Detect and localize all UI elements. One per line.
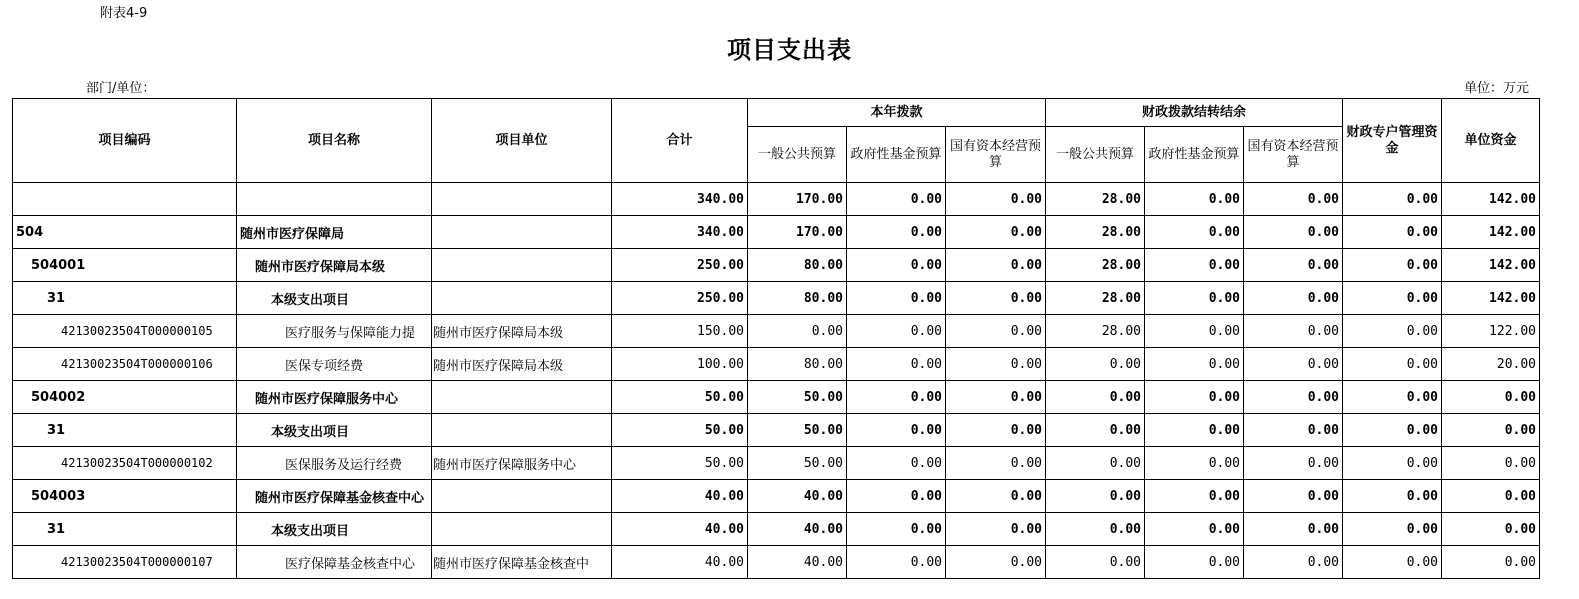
cell-project-name: 医保服务及运行经费 xyxy=(237,447,432,480)
cell-amount: 0.00 xyxy=(1244,381,1343,414)
annex-label: 附表4-9 xyxy=(100,6,148,21)
cell-project-code: 42130023504T000000107 xyxy=(13,546,237,579)
page-title: 项目支出表 xyxy=(727,36,852,64)
cell-amount: 0.00 xyxy=(946,381,1046,414)
cell-project-code: 31 xyxy=(13,282,237,315)
cell-project-name: 随州市医疗保障局本级 xyxy=(237,249,432,282)
cell-project-unit xyxy=(432,183,612,216)
table-row xyxy=(13,381,1540,414)
cell-amount: 0.00 xyxy=(1442,513,1540,546)
header-project-code: 项目编码 xyxy=(13,99,237,183)
cell-amount: 0.00 xyxy=(1244,414,1343,447)
cell-amount: 28.00 xyxy=(1046,282,1145,315)
cell-amount: 340.00 xyxy=(612,183,748,216)
cell-project-name: 医疗服务与保障能力提 xyxy=(237,315,432,348)
table-row xyxy=(13,315,1540,348)
cell-project-name: 随州市医疗保障局 xyxy=(237,216,432,249)
cell-amount: 80.00 xyxy=(748,282,847,315)
cell-amount: 142.00 xyxy=(1442,216,1540,249)
header-project-unit: 项目单位 xyxy=(432,99,612,183)
department-label: 部门/单位： xyxy=(86,81,156,96)
cell-amount: 40.00 xyxy=(748,480,847,513)
cell-amount: 0.00 xyxy=(946,480,1046,513)
header-general-public-budget-1: 一般公共预算 xyxy=(748,127,847,183)
cell-amount: 142.00 xyxy=(1442,249,1540,282)
cell-project-unit xyxy=(432,249,612,282)
cell-amount: 142.00 xyxy=(1442,183,1540,216)
cell-amount: 170.00 xyxy=(748,183,847,216)
header-state-capital-budget-2: 国有资本经营预算 xyxy=(1244,127,1343,183)
cell-amount: 0.00 xyxy=(1046,381,1145,414)
cell-amount: 0.00 xyxy=(1244,315,1343,348)
cell-amount: 40.00 xyxy=(748,513,847,546)
cell-amount: 0.00 xyxy=(847,480,946,513)
project-expenditure-table xyxy=(12,98,1540,579)
header-total: 合计 xyxy=(612,99,748,183)
cell-amount: 20.00 xyxy=(1442,348,1540,381)
table-row xyxy=(13,546,1540,579)
table-row xyxy=(13,513,1540,546)
cell-amount: 250.00 xyxy=(612,249,748,282)
cell-amount: 0.00 xyxy=(1145,414,1244,447)
header-carryover-balance: 财政拨款结转结余 xyxy=(1046,99,1343,127)
cell-amount: 0.00 xyxy=(946,282,1046,315)
cell-amount: 28.00 xyxy=(1046,315,1145,348)
cell-amount: 0.00 xyxy=(847,381,946,414)
cell-amount: 28.00 xyxy=(1046,249,1145,282)
table-row xyxy=(13,480,1540,513)
cell-project-code: 42130023504T000000106 xyxy=(13,348,237,381)
cell-amount: 0.00 xyxy=(847,249,946,282)
cell-amount: 0.00 xyxy=(1442,447,1540,480)
cell-amount: 0.00 xyxy=(1145,381,1244,414)
cell-project-name: 医疗保障基金核查中心 xyxy=(237,546,432,579)
cell-amount: 0.00 xyxy=(1046,447,1145,480)
header-government-fund-budget-1: 政府性基金预算 xyxy=(847,127,946,183)
cell-amount: 50.00 xyxy=(748,447,847,480)
cell-amount: 0.00 xyxy=(1145,480,1244,513)
cell-project-unit: 随州市医疗保障局本级 xyxy=(432,348,612,381)
cell-amount: 0.00 xyxy=(1343,282,1442,315)
cell-project-unit xyxy=(432,216,612,249)
table-row xyxy=(13,282,1540,315)
cell-amount: 0.00 xyxy=(946,183,1046,216)
cell-amount: 0.00 xyxy=(1244,183,1343,216)
cell-amount: 0.00 xyxy=(946,513,1046,546)
cell-amount: 0.00 xyxy=(1343,414,1442,447)
cell-project-code: 504003 xyxy=(13,480,237,513)
cell-amount: 50.00 xyxy=(612,414,748,447)
cell-project-name: 本级支出项目 xyxy=(237,513,432,546)
cell-amount: 80.00 xyxy=(748,348,847,381)
cell-amount: 0.00 xyxy=(1442,546,1540,579)
cell-amount: 0.00 xyxy=(1442,381,1540,414)
cell-amount: 50.00 xyxy=(748,414,847,447)
table-row xyxy=(13,447,1540,480)
cell-amount: 0.00 xyxy=(847,447,946,480)
header-current-year-appropriation: 本年拨款 xyxy=(748,99,1046,127)
header-government-fund-budget-2: 政府性基金预算 xyxy=(1145,127,1244,183)
cell-amount: 50.00 xyxy=(748,381,847,414)
cell-amount: 28.00 xyxy=(1046,183,1145,216)
cell-amount: 0.00 xyxy=(1244,216,1343,249)
cell-amount: 0.00 xyxy=(1244,282,1343,315)
table-body xyxy=(13,183,1540,579)
cell-project-code: 42130023504T000000105 xyxy=(13,315,237,348)
table-row xyxy=(13,183,1540,216)
currency-unit-label: 单位：万元 xyxy=(1463,81,1529,96)
cell-amount: 0.00 xyxy=(1145,249,1244,282)
cell-amount: 170.00 xyxy=(748,216,847,249)
cell-project-name: 随州市医疗保障基金核查中心 xyxy=(237,480,432,513)
cell-project-name: 本级支出项目 xyxy=(237,414,432,447)
cell-amount: 0.00 xyxy=(1343,447,1442,480)
cell-project-unit xyxy=(432,513,612,546)
cell-project-unit: 随州市医疗保障服务中心 xyxy=(432,447,612,480)
cell-amount: 0.00 xyxy=(1145,315,1244,348)
cell-amount: 0.00 xyxy=(1145,348,1244,381)
cell-amount: 28.00 xyxy=(1046,216,1145,249)
cell-project-name xyxy=(237,183,432,216)
cell-project-unit xyxy=(432,381,612,414)
cell-amount: 40.00 xyxy=(612,480,748,513)
cell-project-code: 504 xyxy=(13,216,237,249)
cell-amount: 50.00 xyxy=(612,447,748,480)
cell-project-code: 31 xyxy=(13,414,237,447)
cell-amount: 0.00 xyxy=(946,249,1046,282)
header-own-funds: 单位资金 xyxy=(1442,99,1540,183)
cell-amount: 0.00 xyxy=(1343,183,1442,216)
header-project-name: 项目名称 xyxy=(237,99,432,183)
cell-amount: 40.00 xyxy=(748,546,847,579)
cell-amount: 122.00 xyxy=(1442,315,1540,348)
cell-amount: 50.00 xyxy=(612,381,748,414)
cell-project-unit: 随州市医疗保障局本级 xyxy=(432,315,612,348)
cell-amount: 142.00 xyxy=(1442,282,1540,315)
cell-amount: 0.00 xyxy=(847,546,946,579)
cell-project-code: 31 xyxy=(13,513,237,546)
cell-project-unit xyxy=(432,414,612,447)
cell-amount: 0.00 xyxy=(1343,348,1442,381)
cell-amount: 100.00 xyxy=(612,348,748,381)
cell-project-unit xyxy=(432,282,612,315)
cell-project-name: 本级支出项目 xyxy=(237,282,432,315)
cell-project-name: 随州市医疗保障服务中心 xyxy=(237,381,432,414)
header-state-capital-budget-1: 国有资本经营预算 xyxy=(946,127,1046,183)
cell-amount: 0.00 xyxy=(847,513,946,546)
cell-amount: 250.00 xyxy=(612,282,748,315)
cell-amount: 0.00 xyxy=(847,348,946,381)
cell-project-code xyxy=(13,183,237,216)
cell-amount: 0.00 xyxy=(1244,447,1343,480)
cell-amount: 0.00 xyxy=(1145,282,1244,315)
cell-amount: 340.00 xyxy=(612,216,748,249)
cell-amount: 0.00 xyxy=(847,216,946,249)
cell-amount: 0.00 xyxy=(946,414,1046,447)
cell-amount: 40.00 xyxy=(612,513,748,546)
table-row xyxy=(13,348,1540,381)
cell-project-unit: 随州市医疗保障基金核查中 xyxy=(432,546,612,579)
cell-amount: 0.00 xyxy=(1046,348,1145,381)
cell-amount: 0.00 xyxy=(1343,216,1442,249)
cell-amount: 0.00 xyxy=(1244,480,1343,513)
cell-amount: 40.00 xyxy=(612,546,748,579)
cell-amount: 0.00 xyxy=(1343,480,1442,513)
cell-amount: 0.00 xyxy=(1244,513,1343,546)
cell-amount: 0.00 xyxy=(847,282,946,315)
cell-amount: 0.00 xyxy=(946,447,1046,480)
cell-amount: 0.00 xyxy=(946,315,1046,348)
cell-project-code: 42130023504T000000102 xyxy=(13,447,237,480)
cell-amount: 0.00 xyxy=(946,546,1046,579)
header-special-account: 财政专户管理资金 xyxy=(1343,99,1442,183)
cell-project-unit xyxy=(432,480,612,513)
cell-amount: 0.00 xyxy=(1343,381,1442,414)
cell-amount: 0.00 xyxy=(1145,216,1244,249)
cell-project-code: 504002 xyxy=(13,381,237,414)
cell-amount: 0.00 xyxy=(847,414,946,447)
cell-amount: 80.00 xyxy=(748,249,847,282)
cell-amount: 0.00 xyxy=(1046,513,1145,546)
cell-amount: 0.00 xyxy=(1145,513,1244,546)
cell-amount: 0.00 xyxy=(1244,546,1343,579)
cell-amount: 0.00 xyxy=(1145,546,1244,579)
cell-amount: 0.00 xyxy=(1046,546,1145,579)
cell-amount: 0.00 xyxy=(1244,348,1343,381)
cell-amount: 0.00 xyxy=(748,315,847,348)
cell-amount: 0.00 xyxy=(1343,546,1442,579)
cell-amount: 0.00 xyxy=(946,348,1046,381)
cell-amount: 0.00 xyxy=(1145,183,1244,216)
table-row xyxy=(13,414,1540,447)
cell-amount: 0.00 xyxy=(847,315,946,348)
cell-amount: 0.00 xyxy=(1046,480,1145,513)
cell-project-code: 504001 xyxy=(13,249,237,282)
header-general-public-budget-2: 一般公共预算 xyxy=(1046,127,1145,183)
cell-amount: 0.00 xyxy=(946,216,1046,249)
cell-amount: 0.00 xyxy=(1046,414,1145,447)
cell-amount: 0.00 xyxy=(1343,315,1442,348)
cell-amount: 0.00 xyxy=(847,183,946,216)
cell-amount: 150.00 xyxy=(612,315,748,348)
cell-amount: 0.00 xyxy=(1343,249,1442,282)
cell-amount: 0.00 xyxy=(1442,480,1540,513)
cell-amount: 0.00 xyxy=(1343,513,1442,546)
cell-amount: 0.00 xyxy=(1145,447,1244,480)
cell-amount: 0.00 xyxy=(1244,249,1343,282)
cell-project-name: 医保专项经费 xyxy=(237,348,432,381)
table-row xyxy=(13,216,1540,249)
table-row xyxy=(13,249,1540,282)
cell-amount: 0.00 xyxy=(1442,414,1540,447)
